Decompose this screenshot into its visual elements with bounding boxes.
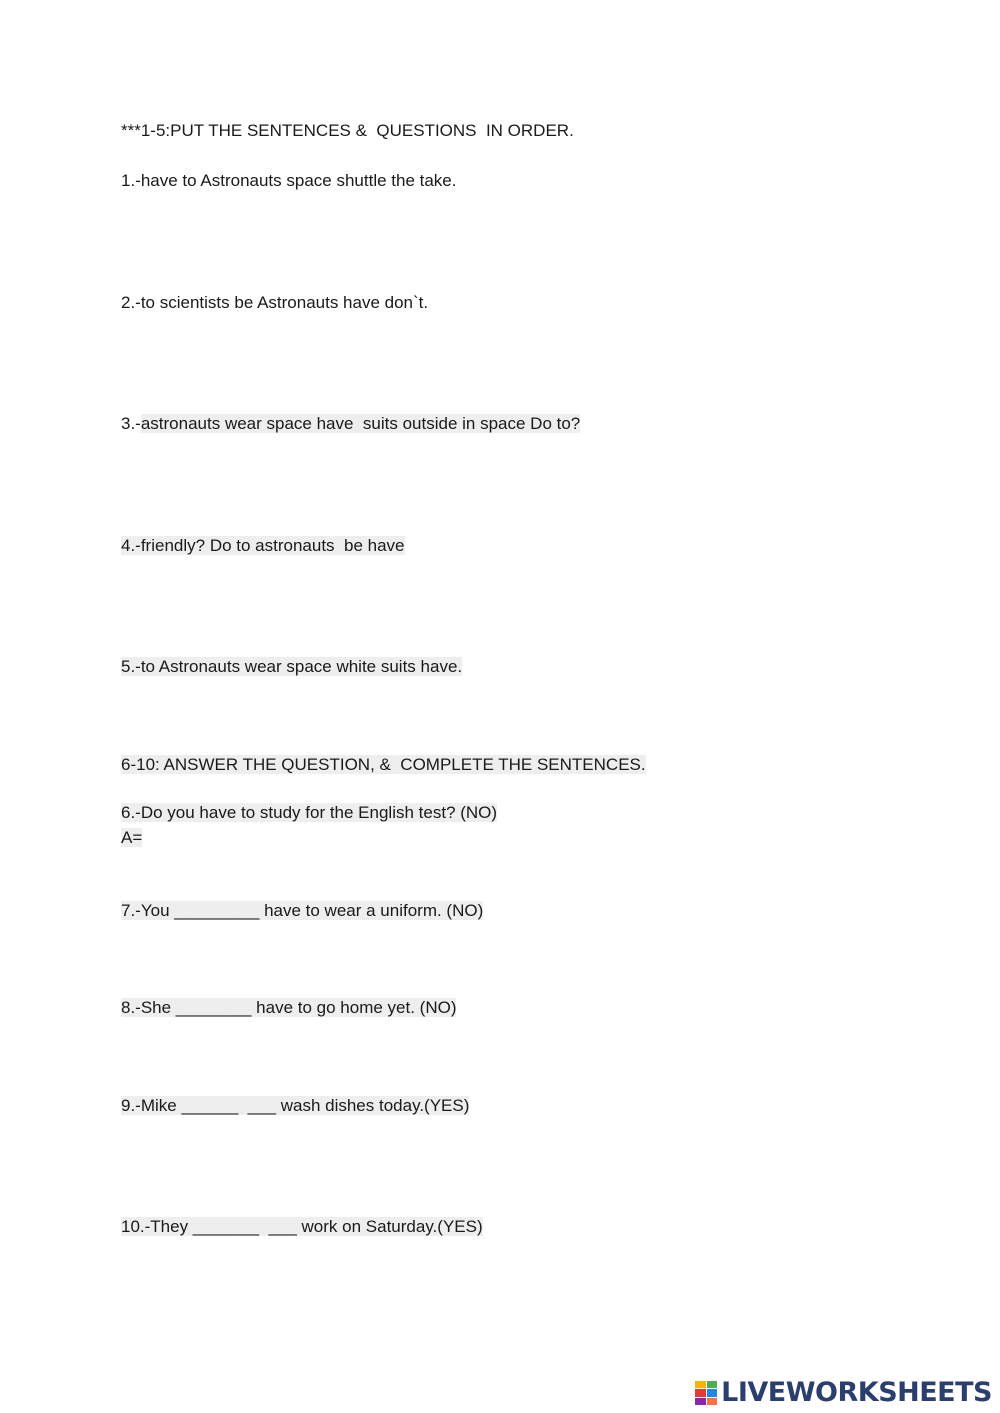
question-7-text: 7.-You _________ have to wear a uniform. (NO) [121, 901, 484, 920]
logo-block [695, 1398, 706, 1405]
question-6-answer-text: A= [121, 828, 143, 847]
question-3-text: astronauts wear space have suits outside in space Do to? [140, 414, 581, 433]
logo-block [695, 1381, 706, 1388]
question-10-text: 10.-They _______ ___ work on Saturday.(YES) [121, 1217, 483, 1236]
question-7 [121, 900, 483, 922]
question-1: 1.-have to Astronauts space shuttle the take. [121, 171, 457, 190]
question-2: 2.-to scientists be Astronauts have don`t. [121, 293, 429, 312]
liveworksheets-logo-text: LIVEWORKSHEETS [721, 1377, 992, 1408]
question-9-text: 9.-Mike ______ ___ wash dishes today.(YES) [121, 1096, 470, 1115]
question-3-number: 3.- [121, 414, 141, 433]
liveworksheets-logo[interactable] [695, 1379, 992, 1407]
question-6-text: 6.-Do you have to study for the English test? (NO) [121, 803, 498, 822]
question-6 [121, 802, 497, 824]
question-5-text: 5.-to Astronauts wear space white suits have. [121, 657, 463, 676]
question-3 [121, 413, 580, 435]
question-8 [121, 997, 456, 1019]
question-4-text: 4.-friendly? Do to astronauts be have [121, 536, 405, 555]
section2-heading [121, 754, 646, 776]
question-6-answer-label [121, 827, 142, 849]
section1-heading: ***1-5:PUT THE SENTENCES & QUESTIONS IN ORDER. [121, 121, 574, 140]
question-9 [121, 1095, 469, 1117]
question-8-text: 8.-She ________ have to go home yet. (NO) [121, 998, 457, 1017]
question-10 [121, 1216, 483, 1238]
logo-block [707, 1381, 718, 1388]
section2-heading-text: 6-10: ANSWER THE QUESTION, & COMPLETE THE SENTENCES. [121, 755, 646, 774]
liveworksheets-logo-icon [695, 1381, 717, 1405]
logo-block [707, 1389, 718, 1396]
logo-block [695, 1389, 706, 1396]
logo-block [707, 1398, 718, 1405]
question-4 [121, 535, 405, 557]
question-5 [121, 656, 462, 678]
